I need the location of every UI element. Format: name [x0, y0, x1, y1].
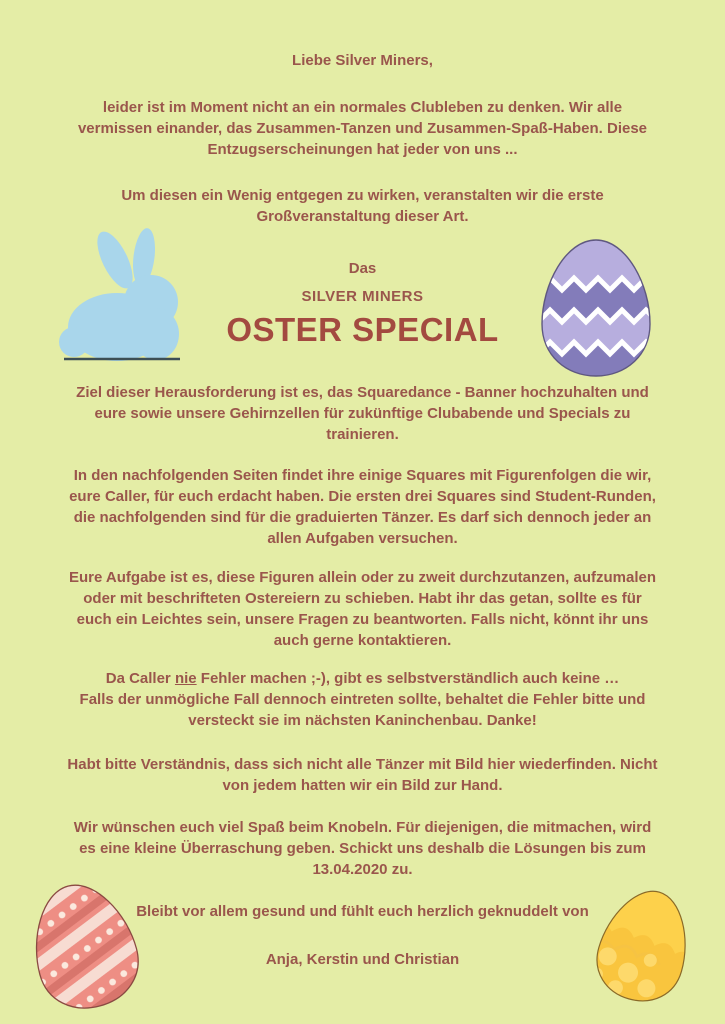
greeting: [0, 50, 725, 71]
event-title: [0, 311, 725, 349]
paragraph-photos: [0, 754, 725, 796]
club-name: [0, 286, 725, 307]
text-line: euch ein Leichtes sein, unsere Fragen zu beantworten. Falls nicht, könnt ihr uns: [76, 611, 649, 628]
pink-egg-icon: [20, 878, 148, 1014]
text-line: eure sowie unsere Gehirnzellen für zukünftige Clubabende und Specials zu: [94, 405, 631, 422]
text-line: die nachfolgenden sind für die graduierten Tänzer. Es darf sich dennoch jeder an: [73, 509, 652, 526]
event-prefix: [0, 258, 725, 279]
paragraph-squares: [0, 465, 725, 549]
text-line: 13.04.2020 zu.: [312, 861, 413, 878]
text-line: Anja, Kerstin und Christian: [265, 951, 460, 968]
text-line: oder mit beschrifteten Ostereiern zu schieben. Habt ihr das getan, sollte es für: [83, 590, 642, 607]
text-line: Großveranstaltung dieser Art.: [256, 208, 469, 225]
paragraph-task: [0, 567, 725, 651]
text-line: Habt bitte Verständnis, dass sich nicht alle Tänzer mit Bild hier wiederfinden. Nicht: [67, 756, 658, 773]
text-line: In den nachfolgenden Seiten findet ihre einige Squares mit Figurenfolgen die wir,: [73, 467, 652, 484]
paragraph-club-life: [0, 97, 725, 160]
text-line: versteckt sie im nächsten Kaninchenbau. Danke!: [188, 712, 537, 729]
text-line: OSTER SPECIAL: [226, 311, 499, 348]
paragraph-deadline: [0, 817, 725, 880]
text-line: trainieren.: [326, 426, 399, 443]
text-line: Falls der unmögliche Fall dennoch eintreten sollte, behaltet die Fehler bitte und: [79, 691, 646, 708]
paragraph-event-intro: [0, 185, 725, 227]
paragraph-goal: [0, 382, 725, 445]
text-line: vermissen einander, das Zusammen-Tanzen und Zusammen-Spaß-Haben. Diese: [77, 120, 648, 137]
text-line: von jedem hatten wir ein Bild zur Hand.: [222, 777, 503, 794]
text-line: es eine kleine Überraschung geben. Schickt uns deshalb die Lösungen bis zum: [79, 840, 646, 857]
text-segment: Da Caller: [105, 670, 175, 687]
text-line: Eure Aufgabe ist es, diese Figuren allein oder zu zweit durchzutanzen, aufzumalen: [68, 569, 657, 586]
text-line: SILVER MINERS: [301, 288, 424, 305]
text-line: Wir wünschen euch viel Spaß beim Knobeln. Für diejenigen, die mitmachen, wird: [73, 819, 652, 836]
underlined-word: nie: [174, 670, 197, 687]
paragraph-mistakes: [0, 668, 725, 731]
text-line: [0, 668, 725, 689]
text-line: Bleibt vor allem gesund und fühlt euch herzlich geknuddelt von: [136, 903, 589, 920]
closing-line: [0, 901, 725, 922]
text-segment: Fehler machen ;-), gibt es selbstverständlich auch keine …: [196, 670, 620, 687]
text-line: Ziel dieser Herausforderung ist es, das Squaredance - Banner hochzuhalten und: [76, 384, 649, 401]
text-line: Liebe Silver Miners,: [292, 52, 433, 69]
text-line: eure Caller, für euch erdacht haben. Die ersten drei Squares sind Student-Runden,: [69, 488, 656, 505]
text-line: Das: [348, 260, 377, 277]
signature: [0, 949, 725, 970]
text-line: allen Aufgaben versuchen.: [267, 530, 458, 547]
text-line: Entzugserscheinungen hat jeder von uns ...: [207, 141, 518, 158]
text-line: Um diesen ein Wenig entgegen zu wirken, veranstalten wir die erste: [121, 187, 604, 204]
text-line: leider ist im Moment nicht an ein normales Clubleben zu denken. Wir alle: [102, 99, 623, 116]
text-line: auch gerne kontaktieren.: [273, 632, 452, 649]
